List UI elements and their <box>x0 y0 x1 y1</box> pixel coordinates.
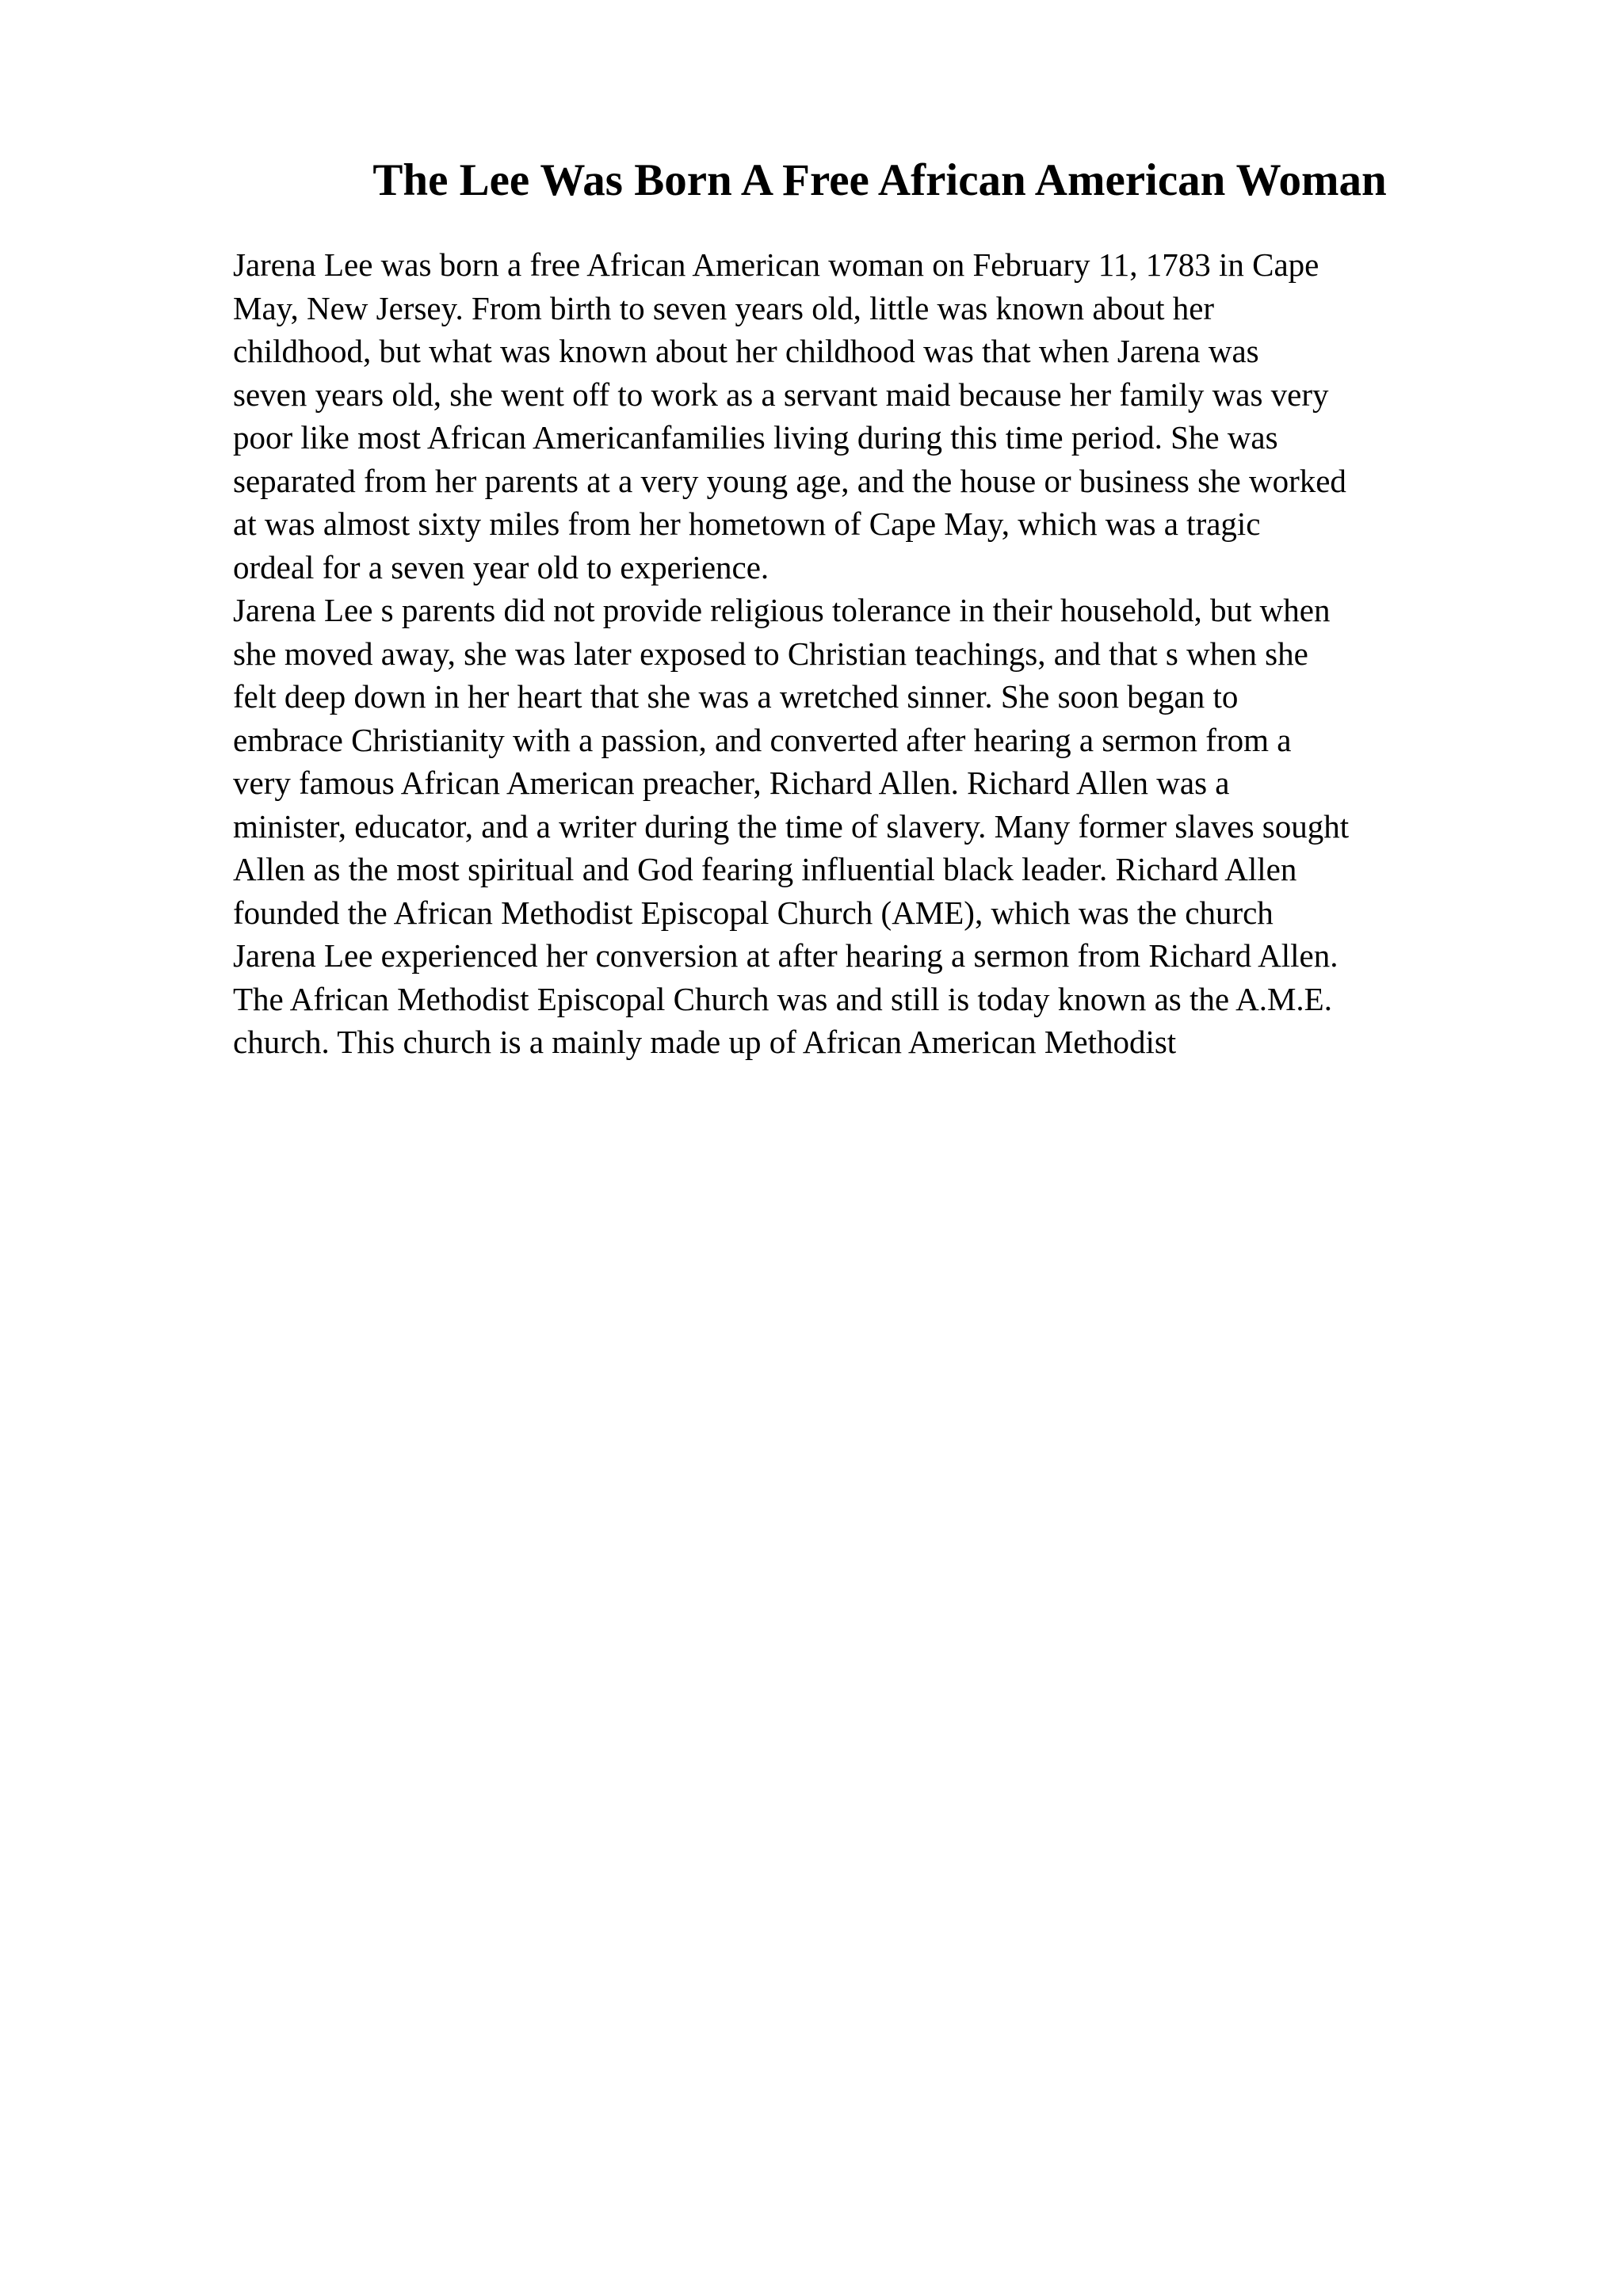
paragraph-2 <box>233 589 1533 1064</box>
text-line: at was almost sixty miles from her hometown of Cape May, which was a tragic <box>233 505 1261 542</box>
text-line: embrace Christianity with a passion, and converted after hearing a sermon from a <box>233 721 1292 758</box>
text-line: very famous African American preacher, Richard Allen. Richard Allen was a <box>233 765 1230 801</box>
document-title: The Lee Was Born A Free African American Woman <box>372 155 1387 205</box>
text-line: Allen as the most spiritual and God fearing influential black leader. Richard Allen <box>233 851 1297 887</box>
text-line: Jarena Lee s parents did not provide religious tolerance in their household, but when <box>233 592 1331 628</box>
text-line: poor like most African Americanfamilies living during this time period. She was <box>233 419 1278 456</box>
text-line: separated from her parents at a very young age, and the house or business she worked <box>233 462 1346 499</box>
text-line: church. This church is a mainly made up of African American Methodist <box>233 1024 1177 1060</box>
text-line: founded the African Methodist Episcopal Church (AME), which was the church <box>233 894 1274 931</box>
text-line: she moved away, she was later exposed to Christian teachings, and that s when she <box>233 635 1308 672</box>
document-body <box>233 243 1533 1064</box>
text-line: Jarena Lee was born a free African American woman on February 11, 1783 in Cape <box>233 246 1319 283</box>
text-line: ordeal for a seven year old to experience. <box>233 548 769 585</box>
text-line: minister, educator, and a writer during the time of slavery. Many former slaves sought <box>233 807 1350 845</box>
text-line: felt deep down in her heart that she was a wretched sinner. She soon began to <box>233 678 1239 715</box>
paragraph-1 <box>233 243 1533 589</box>
text-line: seven years old, she went off to work as a servant maid because her family was very <box>233 376 1329 413</box>
text-line: childhood, but what was known about her childhood was that when Jarena was <box>233 333 1259 369</box>
text-line: May, New Jersey. From birth to seven years old, little was known about her <box>233 289 1215 326</box>
text-line: Jarena Lee experienced her conversion at after hearing a sermon from Richard Allen. <box>233 937 1338 974</box>
text-line: The African Methodist Episcopal Church was and still is today known as the A.M.E. <box>233 980 1332 1017</box>
